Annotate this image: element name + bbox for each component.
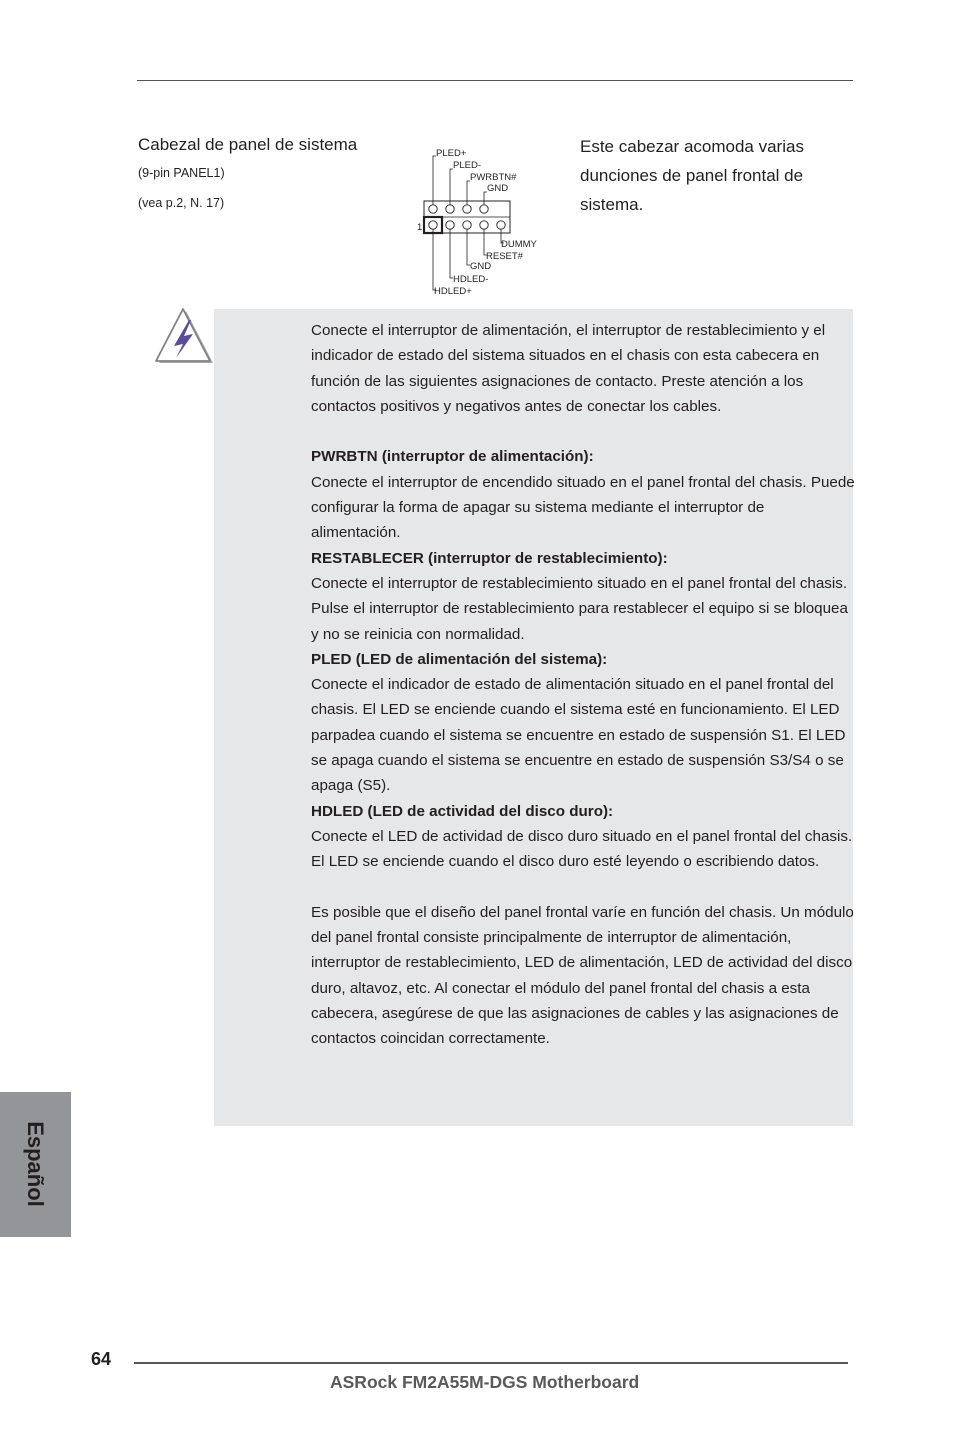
note-content	[311, 318, 855, 1052]
section-heading-hdled: HDLED (LED de actividad del disco duro):	[311, 802, 614, 820]
section-heading-pled: PLED (LED de alimentación del sistema):	[311, 650, 608, 668]
label-hdled-minus: HDLED-	[453, 274, 489, 285]
label-hdled-plus: HDLED+	[434, 286, 472, 297]
label-dummy: DUMMY	[501, 239, 537, 250]
header-title: Cabezal de panel de sistema	[138, 135, 358, 154]
page-number: 64	[91, 1349, 112, 1369]
label-reset: RESET#	[486, 251, 523, 262]
label-pled-minus: PLED-	[453, 160, 481, 171]
section-body-reset: Conecte el interruptor de restablecimiento situado en el panel frontal del chasis. Pulse el interruptor de restablecimiento para restablecer el equipo si se bloquea y no se reinicia con normalidad.	[311, 574, 848, 643]
top-rule	[137, 80, 853, 81]
bottom-rule	[134, 1362, 848, 1364]
note-closing: Es posible que el diseño del panel frontal varíe en función del chasis. Un módulo del panel frontal consiste principalmente de interruptor de alimentación, interruptor de restablecimiento, LED de alimentación, LED de actividad del disco duro, altavoz, etc. Al conectar el módulo del panel frontal del chasis a esta cabecera, asegúrese de que las asignaciones de cables y las asignaciones de contactos coincidan correctamente.	[311, 903, 854, 1048]
note-intro: Conecte el interruptor de alimentación, el interruptor de restablecimiento y el indicador de estado del sistema situados en el chasis con esta cabecera en función de las siguientes asignaciones de contacto. Preste atención a los contactos positivos y negativos antes de conectar los cables.	[311, 322, 826, 415]
section-body-hdled: Conecte el LED de actividad de disco duro situado en el panel frontal del chasis. El LED se enciende cuando el disco duro esté leyendo o escribiendo datos.	[311, 827, 853, 871]
section-heading-pwrbtn: PWRBTN (interruptor de alimentación):	[311, 448, 594, 466]
warning-icon	[153, 308, 215, 366]
label-gnd-bottom: GND	[470, 261, 492, 272]
panel-pinout-diagram	[412, 143, 552, 298]
header-pin-count: (9-pin PANEL1)	[138, 166, 225, 180]
section-body-pled: Conecte el indicador de estado de alimentación situado en el panel frontal del chasis. El LED se enciende cuando el sistema esté en funcionamiento. El LED parpadea cuando el sistema se encuentre en estado de suspensión S1. El LED se apaga cuando el sistema se encuentre en estado de suspensión S3/S4 o se apaga (S5).	[311, 676, 846, 795]
header-reference: (vea p.2, N. 17)	[138, 196, 225, 210]
bottom-pin-row	[429, 221, 505, 229]
footer-product-name: ASRock FM2A55M-DGS Motherboard	[330, 1372, 640, 1392]
header-description-line: dunciones de panel frontal de	[580, 166, 804, 185]
pin1-label: 1	[417, 222, 423, 233]
label-pled-plus: PLED+	[436, 148, 467, 159]
language-side-tab	[0, 1092, 71, 1237]
top-pin-row	[429, 205, 488, 213]
label-gnd-top: GND	[487, 183, 509, 194]
header-description-line: sistema.	[580, 195, 644, 214]
language-label: Español	[23, 1121, 48, 1207]
header-description	[580, 132, 855, 219]
section-body-pwrbtn: Conecte el interruptor de encendido situado en el panel frontal del chasis. Puede configurar la forma de apagar su sistema mediante el interruptor de alimentación.	[311, 473, 855, 542]
header-description-line: Este cabezar acomoda varias	[580, 137, 804, 156]
section-heading-reset: RESTABLECER (interruptor de restablecimiento):	[311, 549, 668, 567]
label-pwrbtn: PWRBTN#	[470, 172, 517, 183]
